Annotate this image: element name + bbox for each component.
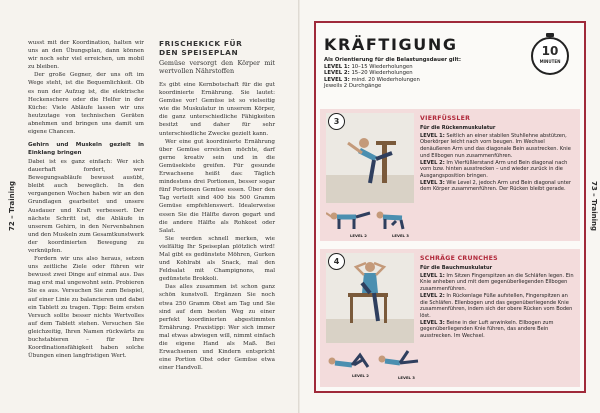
timer-unit: MINUTEN <box>539 59 561 64</box>
paragraph: Sie werden schnell merken, wie vielfältig Ihr Speiseplan plötzlich wird! Mal gibt es gedünstete Möhren, Gurken und Kohlrabi als Snack, mal den Feldsalat mit Champignons, mal gedünstete Brokkoli. <box>159 235 275 283</box>
paragraph: Das alles zusammen ist schon ganz schön kunstvoll. Ergänzen Sie noch etwa 250 Gramm Obst am Tag und Sie sind auf dem besten Weg zu einer perfekt koordinierten abgestimmten Ernährung. Praxistipp: Wer sich immer mal etwas abwiegen will, nimmt einfach die eigene Hand als Maß. Bei Erwachsenen und Kindern entspricht eine Portion Obst oder Gemüse etwa einer Handvoll. <box>159 284 275 372</box>
exercise-step: LEVEL 1: Seitlich an einer stabilen Stuhllehne abstützen, Oberkörper leicht nach vorn beugen. Im Wechsel denäußeren Arm und das diagonale Bein ausstrecken. Knie und Ellbogen nun zusammenführen. <box>420 132 571 159</box>
exercise-step: LEVEL 2: In Rückenlage Füße aufstellen, Fingerspitzen an die Schläfen. Ellenbogen und das gegenüberliegende Knie zusammenführen, indem sich der obere Rücken vom Boden löst. <box>420 292 573 319</box>
text-column-1 <box>28 39 144 360</box>
page-side-label: 73 – Training <box>590 180 598 232</box>
paragraph: Wer eine gut koordinierte Ernährung über Gemüse erreichen möchte, darf gerne kreativ sein und in die Gemüsekiste greifen. Für gesunde Erwachsene heißt das: Täglich mindestens drei Portionen, besser sogar fünf Portionen Gemüse essen. Über den Tag verteilt sind 400 bis 500 Gramm Gemüse empfehlenswert. Idealerweise essen Sie die Hälfte davon gegart und die andere Hälfte als Rohkost oder Salat. <box>159 138 275 234</box>
level-caption: LEVEL 2 <box>352 373 369 378</box>
kicker-line: DEN SPEISEPLAN <box>159 48 239 57</box>
stopwatch-icon <box>531 37 569 75</box>
level-line: LEVEL 2: 15–20 Wiederholungen <box>324 70 413 77</box>
exercise-photo-level2 <box>326 207 372 231</box>
training-box <box>314 21 586 393</box>
exercise-subtitle: Für die Bauchmuskulatur <box>420 265 493 271</box>
exercise-subtitle: Für die Rückenmuskulatur <box>420 125 496 131</box>
exercise-step: LEVEL 3: Beine in der Luft anwinkeln. Ellbogen zum gegenüberliegenden Knie führen, das andere Bein ausstrecken. Im Wechsel. <box>420 319 554 340</box>
section-subhead: Gehirn und Muskeln gezielt in Einklang bringen <box>28 142 144 156</box>
exercise-photo-level3 <box>372 207 416 231</box>
timer-value: 10 <box>541 44 559 58</box>
exercise-step: LEVEL 3: Wie Level 2, jedoch Arm und Bein diagonal unter dem Körper zusammenführen. Der Rücken bleibt gerade. <box>420 179 572 193</box>
level-caption: LEVEL 2 <box>350 233 367 238</box>
exercise-step: LEVEL 2: Im Vierfüßlerstand Arm und Bein diagonal nach vorn bzw. hinten ausstrecken – und wieder zurück in die Ausgangsposition bringen. <box>420 159 568 179</box>
level-caption: LEVEL 3 <box>398 375 415 380</box>
level-line: LEVEL 3: mind. 20 Wiederholungen <box>324 76 420 83</box>
exercise-name: SCHRÄGE CRUNCHES <box>420 255 498 262</box>
text-column-2 <box>159 39 275 372</box>
paragraph: Der große Gegner, der uns oft im Wege steht, ist die Bequemlichkeit. Ob es nun der Aufzug ist, die elektrische Heckenschere oder die Helfer in der Küche: Viele Abläufe lassen wir uns heutzutage von technischen Geräten abnehmen und bringen uns damit um eigene Chancen. <box>28 72 144 136</box>
kicker-subtitle: Gemüse versorgt den Körper mit wertvollen Nährstoffen <box>159 59 275 75</box>
level-caption: LEVEL 3 <box>392 233 409 238</box>
exercise-step: LEVEL 1: Im Sitzen Fingerspitzen an die Schläfen legen. Ein Knie anheben und mit dem gegenüberliegenden Ellbogen zusammenführen. <box>420 272 574 293</box>
page-title: KRÄFTIGUNG <box>324 35 458 54</box>
right-page <box>300 0 600 413</box>
exercise-description <box>420 125 576 193</box>
kicker-line: FRISCHEKICK FÜR <box>159 39 243 48</box>
exercise-number: 4 <box>328 253 345 270</box>
exercise-description <box>420 265 576 340</box>
level-info <box>324 57 524 90</box>
paragraph: Es gibt eine Kernbotschaft für die gut koordinierte Ernährung. Sie lautet: Gemüse vor! Gemüse ist so vielseitig wie die Muskulatur in unserem Körper, die ganz unterschiedliche Fähigkeiten besitzt und daher für sehr unterschiedliche Zwecke gezielt kann. <box>159 82 275 137</box>
exercise-card-vierfuessler <box>320 109 580 241</box>
info-outro: Jeweils 2 Durchgänge <box>324 83 382 90</box>
info-intro: Als Orientierung für die Belastungsdauer gilt: <box>324 57 461 63</box>
paragraph: Dabei ist es ganz einfach: Wer sich dauerhaft fordert, wer Bewegungsabläufe bewusst ausübt, bleibt auch beweglich. In den vergangenen Wochen haben wir an den Grundlagen gearbeitet und unsere Ausdauer und Kraft verbessert. Der nächste Schritt ist, die Abläufe in unserem Gehirn, in den Nervenbahnen und den Muskeln zum Gesamtkunstwerk der koordinierten Bewegung zu verknüpfen. <box>28 158 144 254</box>
page-side-label: 72 – Training <box>8 180 16 232</box>
exercise-card-schraege-crunches <box>320 249 580 387</box>
paragraph: Fordern wir uns also heraus, setzen uns zeitliche Ziele oder führen wir bewusst zwei Dinge auf einmal aus. Das mag erst mal ungewohnt sein. Probieren Sie es aus. Versuchen Sie zum Beispiel, auf einer Linie zu balancieren und dabei ein Tablett zu tragen. Tipp: Beim ersten Versuch sollte besser nichts Wertvolles auf dem Tablett stehen. Versuchen Sie gleichzeitig, Ihren Namen rückwärts zu buchstabieren – für Ihre Koordinationsfähigkeit haben solche Übungen einen langfristigen Wert. <box>28 256 144 360</box>
paragraph: wusst mit der Koordination, halten wir uns an den Übungsplan, dann können wir noch sehr viel erreichen, um mobil zu bleiben. <box>28 40 144 71</box>
exercise-photo-level3 <box>374 345 420 371</box>
exercise-number: 3 <box>328 113 345 130</box>
exercise-photo-level2 <box>324 347 374 371</box>
exercise-name: VIERFÜSSLER <box>420 115 471 122</box>
level-line: LEVEL 1: 10–15 Wiederholungen <box>324 63 413 70</box>
